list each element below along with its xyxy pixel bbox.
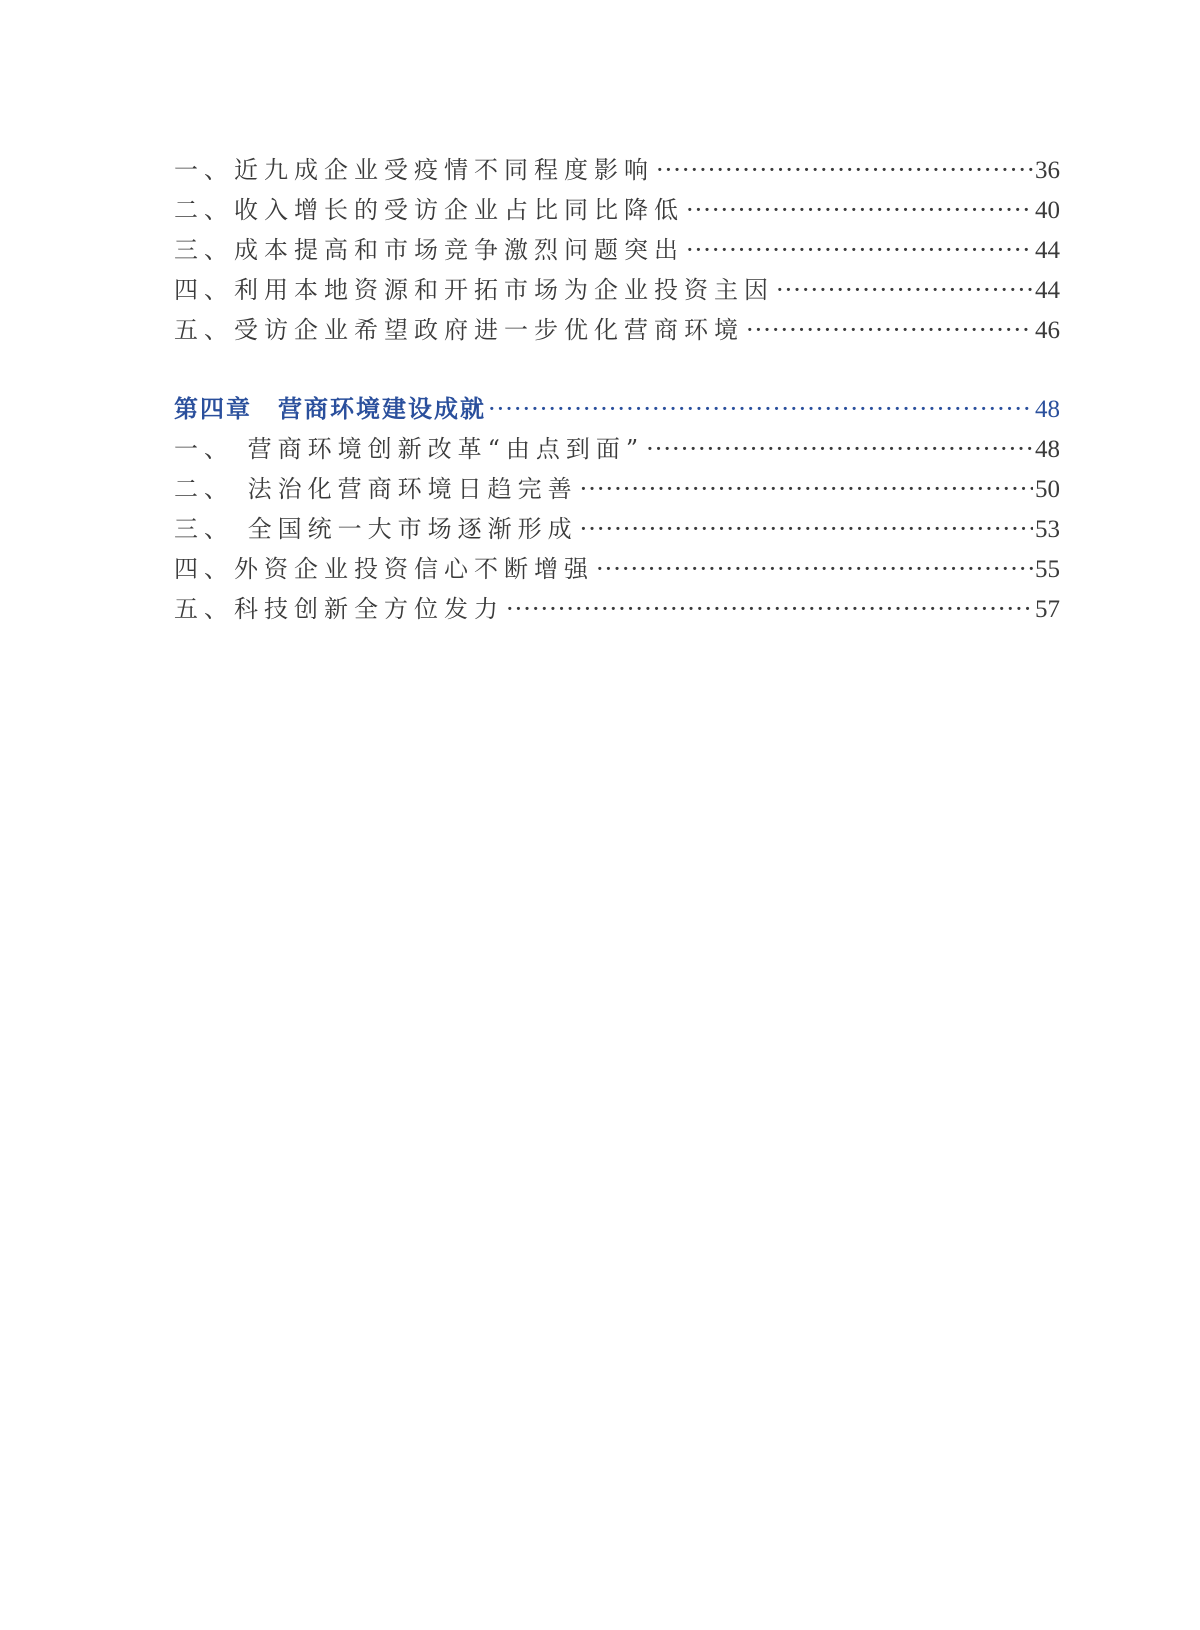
toc-entry[interactable] bbox=[174, 310, 1060, 350]
toc-entry[interactable] bbox=[174, 549, 1060, 589]
toc-dot-leader bbox=[580, 509, 1033, 549]
toc-dot-leader bbox=[686, 190, 1033, 230]
toc-page-number: 48 bbox=[1035, 396, 1060, 423]
table-of-contents bbox=[174, 150, 1060, 629]
toc-entry[interactable] bbox=[174, 270, 1060, 310]
toc-entry-title: 三、成本提高和市场竞争激烈问题突出 bbox=[174, 236, 684, 264]
toc-entry-title: 一、 营商环境创新改革“由点到面” bbox=[174, 435, 645, 463]
toc-entry[interactable] bbox=[174, 429, 1060, 469]
toc-section-chapter4 bbox=[174, 389, 1060, 629]
toc-dot-leader bbox=[746, 310, 1033, 350]
toc-entry-title: 一、近九成企业受疫情不同程度影响 bbox=[174, 156, 654, 184]
toc-entry-title: 二、收入增长的受访企业占比同比降低 bbox=[174, 196, 684, 224]
toc-dot-leader bbox=[776, 270, 1033, 310]
toc-dot-leader bbox=[488, 389, 1033, 429]
toc-dot-leader bbox=[656, 150, 1033, 190]
toc-page-number: 36 bbox=[1035, 157, 1060, 184]
toc-entry-title: 四、外资企业投资信心不断增强 bbox=[174, 555, 594, 583]
toc-entry-title: 二、 法治化营商环境日趋完善 bbox=[174, 475, 578, 503]
toc-page-number: 55 bbox=[1035, 556, 1060, 583]
toc-page-number: 46 bbox=[1035, 317, 1060, 344]
toc-dot-leader bbox=[580, 469, 1033, 509]
toc-dot-leader bbox=[686, 230, 1033, 270]
toc-page-number: 40 bbox=[1035, 197, 1060, 224]
toc-entry[interactable] bbox=[174, 230, 1060, 270]
toc-entry-title: 五、受访企业希望政府进一步优化营商环境 bbox=[174, 316, 744, 344]
toc-entry-title: 三、 全国统一大市场逐渐形成 bbox=[174, 515, 578, 543]
toc-entry-title: 五、科技创新全方位发力 bbox=[174, 595, 504, 623]
toc-section-chapter3-items bbox=[174, 150, 1060, 350]
toc-dot-leader bbox=[646, 429, 1033, 469]
toc-chapter-heading[interactable] bbox=[174, 389, 1060, 429]
toc-page-number: 57 bbox=[1035, 596, 1060, 623]
toc-entry-title: 四、利用本地资源和开拓市场为企业投资主因 bbox=[174, 276, 774, 304]
toc-entry[interactable] bbox=[174, 589, 1060, 629]
toc-page-number: 48 bbox=[1035, 436, 1060, 463]
toc-entry[interactable] bbox=[174, 469, 1060, 509]
toc-entry[interactable] bbox=[174, 190, 1060, 230]
toc-page-number: 44 bbox=[1035, 237, 1060, 264]
toc-dot-leader bbox=[506, 589, 1033, 629]
toc-entry[interactable] bbox=[174, 150, 1060, 190]
toc-page-number: 53 bbox=[1035, 516, 1060, 543]
toc-page-number: 50 bbox=[1035, 476, 1060, 503]
toc-dot-leader bbox=[596, 549, 1033, 589]
toc-chapter-title: 第四章 营商环境建设成就 bbox=[174, 394, 486, 423]
toc-entry[interactable] bbox=[174, 509, 1060, 549]
toc-page-number: 44 bbox=[1035, 277, 1060, 304]
